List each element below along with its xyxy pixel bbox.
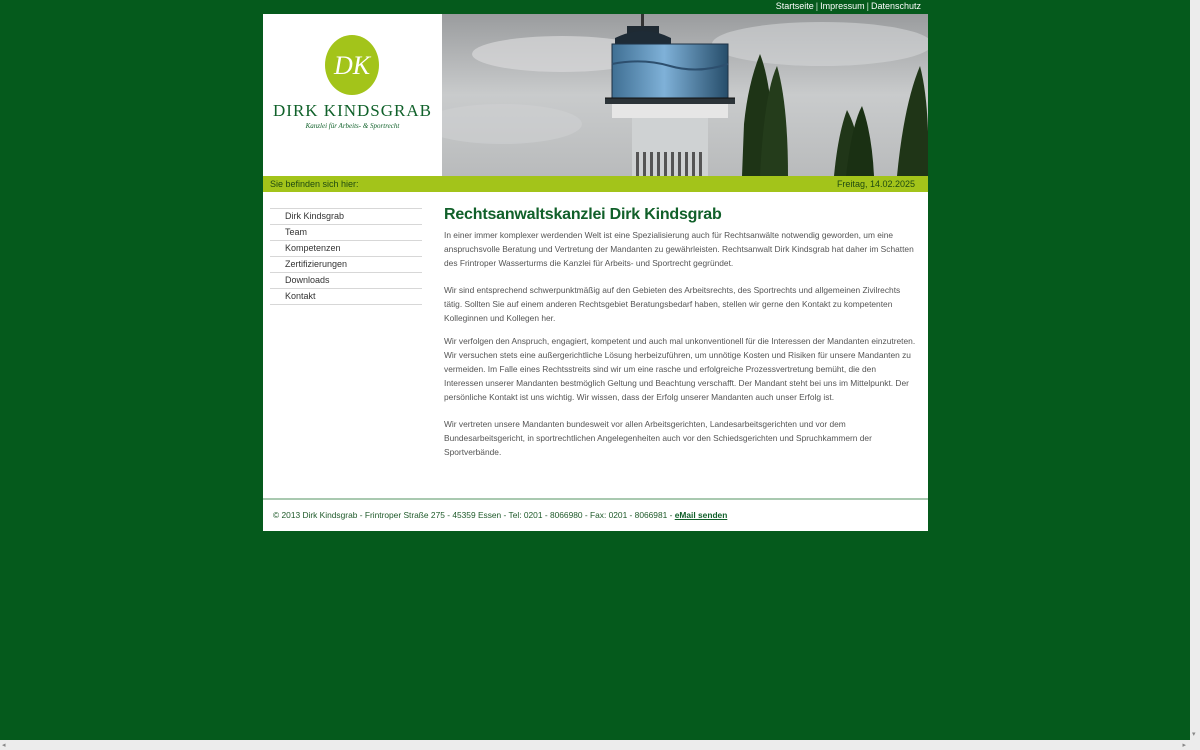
sidebar-item-dirk-kindsgrab[interactable]: Dirk Kindsgrab [270, 209, 422, 225]
top-navigation [776, 1, 921, 11]
horizontal-scrollbar[interactable] [0, 740, 1200, 750]
vertical-scrollbar[interactable] [1190, 0, 1200, 740]
nav-separator: | [866, 1, 869, 11]
nav-link-impressum[interactable]: Impressum [820, 1, 865, 11]
logo-monogram: DK [333, 51, 371, 80]
sidebar-item-kontakt[interactable]: Kontakt [270, 289, 422, 305]
logo-name: DIRK KINDSGRAB [273, 101, 432, 120]
scroll-down-icon[interactable]: ▾ [1192, 731, 1196, 738]
content-paragraph: In einer immer komplexer werdenden Welt ist eine Spezialisierung auch für Rechtsanwälte notwendig geworden, um eine anspruchsvolle Beratung und Vertretung der Mandanten zu gewährleisten. Rechtsanwalt Dirk Kindsgrab hat daher im Schatten des Frintroper Wasserturms die Kanzlei für Arbeits- und Sportrecht gegründet. [444, 230, 914, 268]
sidebar-item-kompetenzen[interactable]: Kompetenzen [270, 241, 422, 257]
footer-divider [263, 498, 928, 500]
logo-monogram-icon [325, 35, 379, 95]
content-paragraph: Wir vertreten unsere Mandanten bundesweit vor allen Arbeitsgerichten, Landesarbeitsgerichten und vor dem Bundesarbeitsgericht, in sportrechtlichen Angelegenheiten auch vor den Schiedsgerichten und Spruchkammern der Sportverbände. [444, 419, 872, 457]
footer-contact-text: © 2013 Dirk Kindsgrab - Frintroper Straße 275 - 45359 Essen - Tel: 0201 - 8066980 - Fax: 0201 - 8066981 - [273, 510, 675, 520]
breadcrumb-label: Sie befinden sich hier: [270, 179, 359, 189]
logo[interactable] [263, 14, 442, 176]
breadcrumb [263, 176, 928, 192]
scroll-left-icon[interactable]: ◂ [2, 742, 6, 749]
nav-separator: | [815, 1, 819, 11]
logo-tagline: Kanzlei für Arbeits- & Sportrecht [305, 122, 400, 130]
content-paragraph: Wir verfolgen den Anspruch, engagiert, kompetent und auch mal unkonventionell für die Interessen der Mandanten einzutreten. Wir versuchen stets eine außergerichtliche Lösung herbeizuführen, um unnötige Kosten und Risiken für unsere Mandanten zu vermeiden. Im Falle eines Rechtsstreits sind wir um eine rasche und erfolgreiche Prozessvertretung bemüht, die den Interessen unserer Mandanten bestmöglich Geltung und Beachtung verschafft. Der Mandant steht bei uns im Mittelpunkt. Der persönliche Kontakt ist uns wichtig. Wir wissen, dass der Erfolg unserer Mandanten auch unser Erfolg ist. [444, 336, 916, 402]
footer [273, 510, 727, 520]
sidebar-menu [270, 208, 422, 305]
current-date: Freitag, 14.02.2025 [836, 179, 915, 189]
sidebar-navigation [270, 208, 422, 305]
email-link[interactable]: eMail senden [674, 510, 728, 520]
scroll-right-icon[interactable]: ▸ [1182, 742, 1186, 749]
sidebar-item-downloads[interactable]: Downloads [270, 273, 422, 289]
sidebar-item-zertifizierungen[interactable]: Zertifizierungen [270, 257, 422, 273]
main-content [444, 206, 916, 459]
nav-link-datenschutz[interactable]: Datenschutz [870, 1, 921, 11]
nav-link-startseite[interactable]: Startseite [775, 1, 814, 11]
sidebar-item-team[interactable]: Team [270, 225, 422, 241]
content-paragraph: Wir sind entsprechend schwerpunktmäßig auf den Gebieten des Arbeitsrechts, des Sportrechts und allgemeinen Zivilrechts tätig. Sollten Sie auf einem anderen Rechtsgebiet Beratungsbedarf haben, stellen wir gerne den Kontakt zu kompetenten Kolleginnen und Kollegen her. [444, 285, 901, 323]
page-title: Rechtsanwaltskanzlei Dirk Kindsgrab [444, 206, 722, 223]
header-image-water-tower [442, 14, 928, 176]
page-container [263, 14, 928, 531]
